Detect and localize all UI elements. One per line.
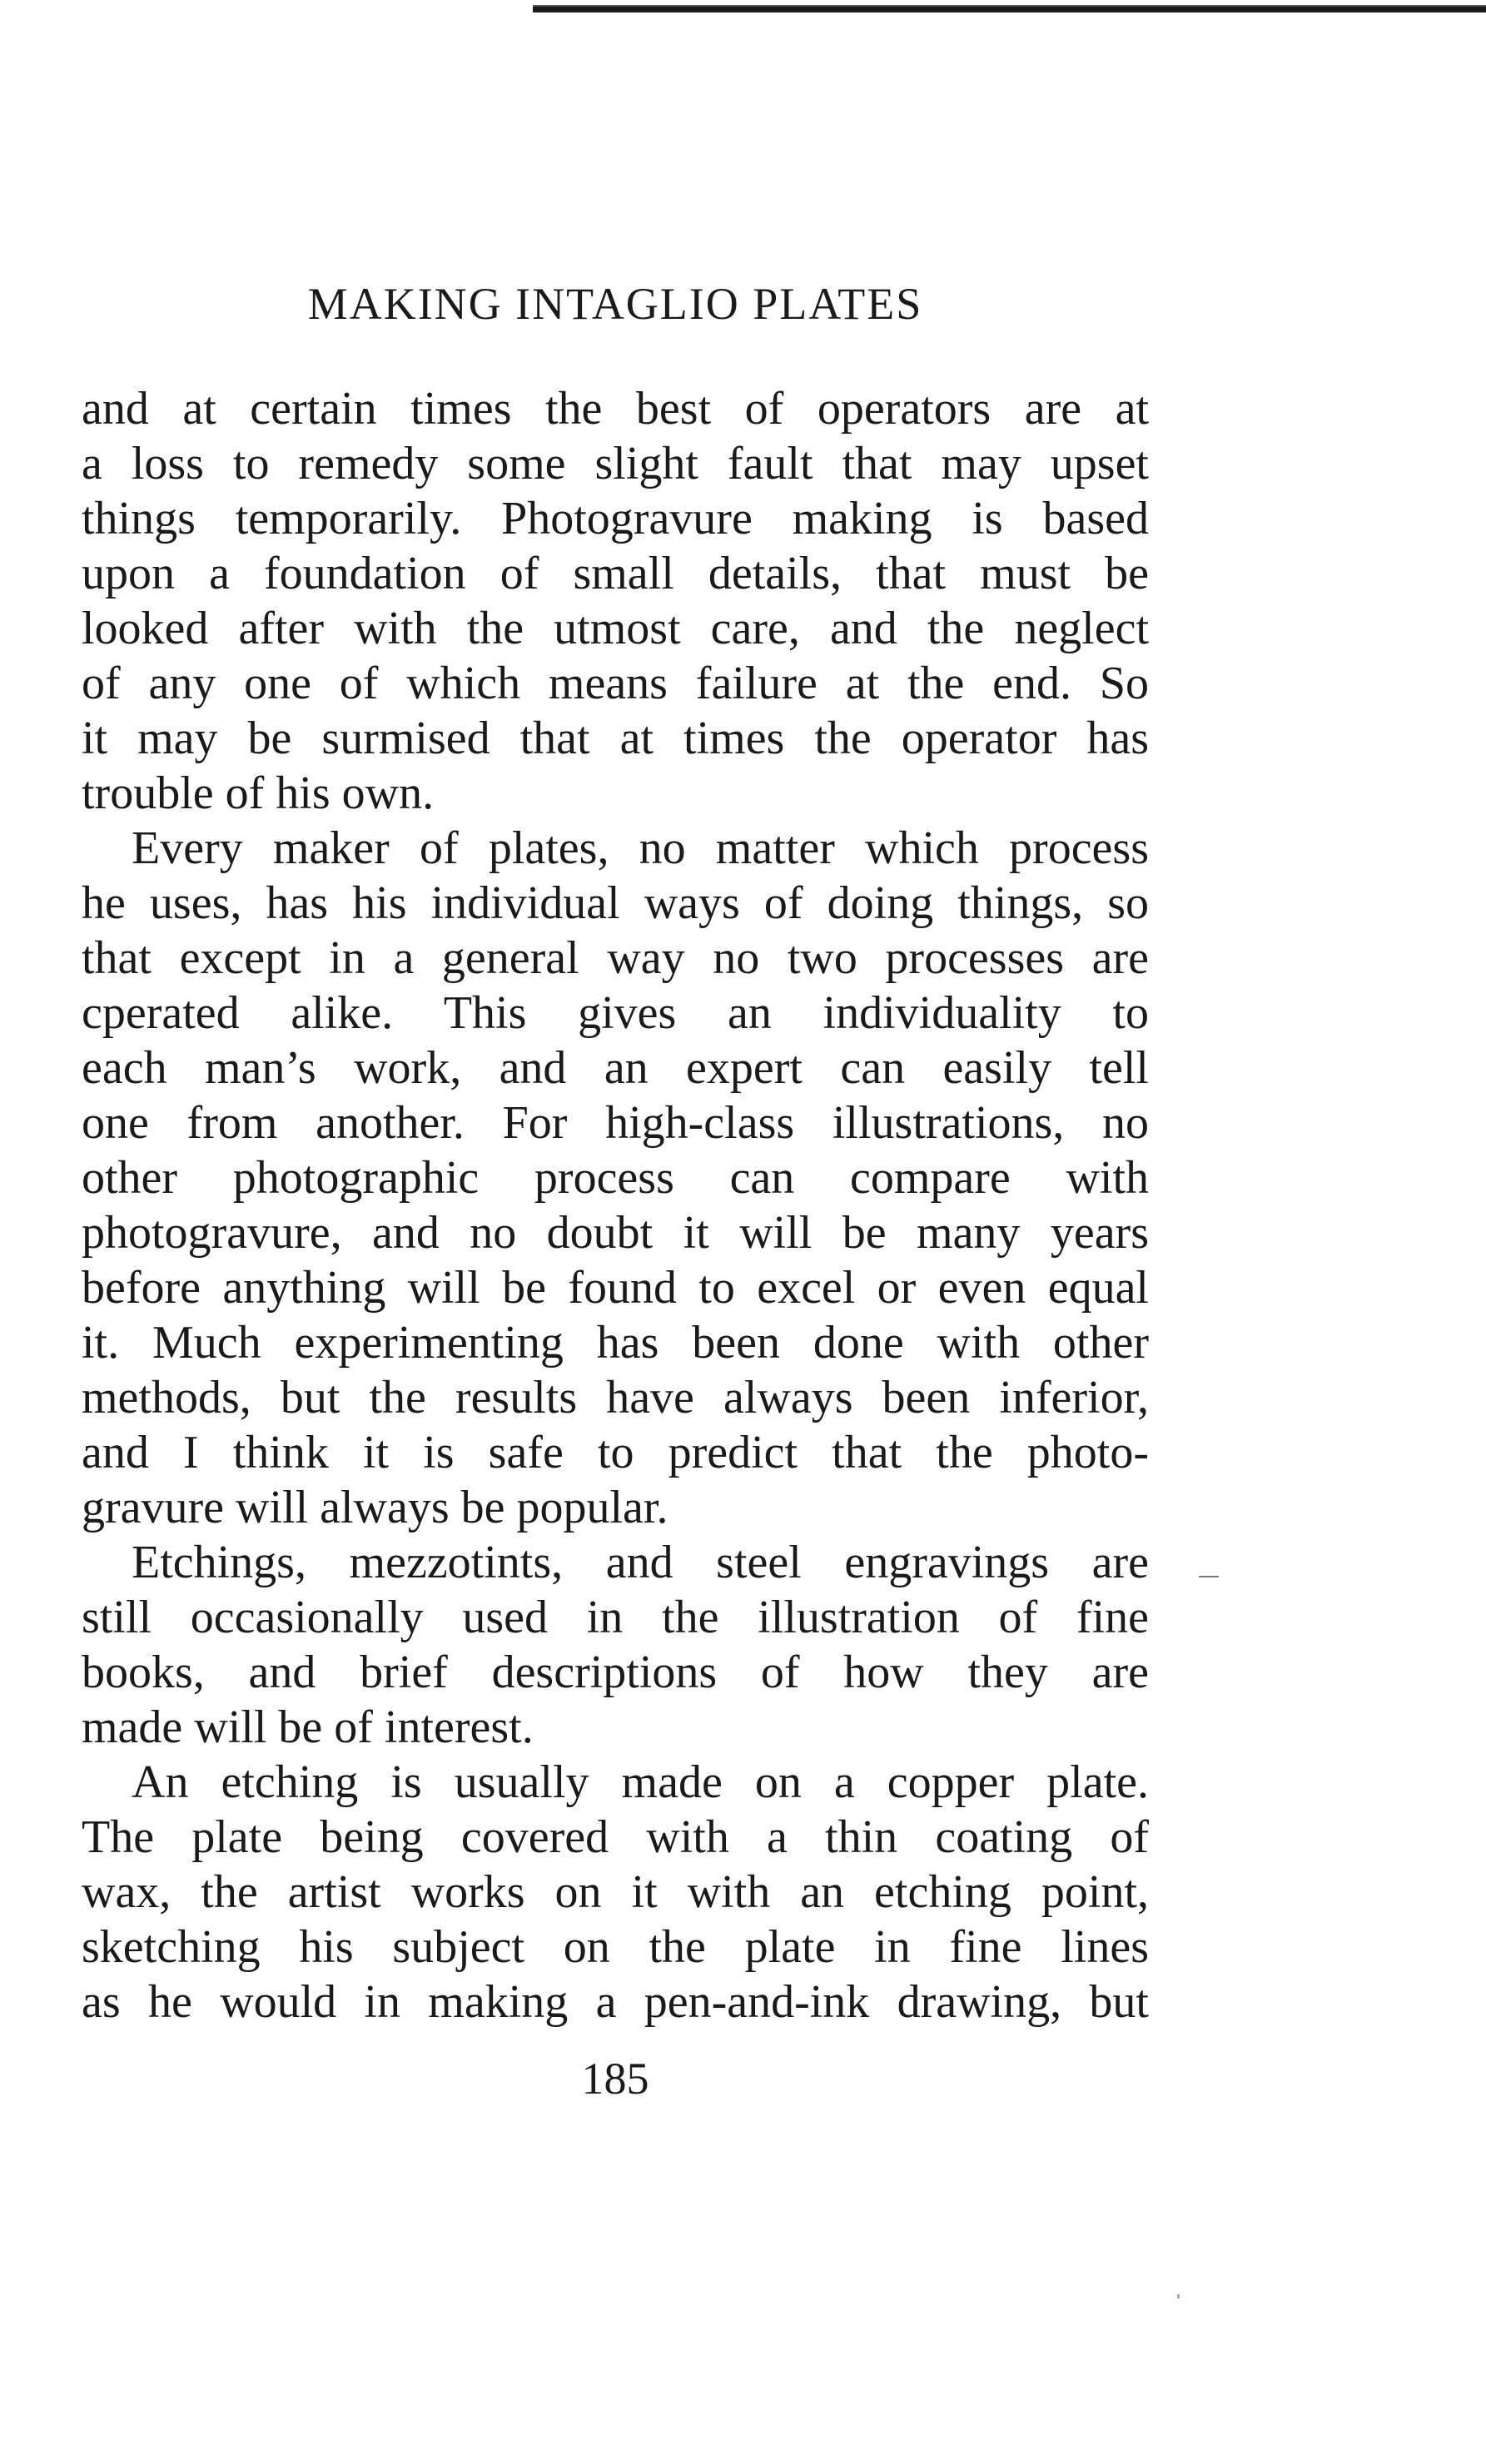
paragraph-start-line: Etchings, mezzotints, and steel engravings are — [132, 1537, 1149, 1588]
text-line: books, and brief descriptions of how they are — [82, 1647, 1149, 1698]
text-line: cperated alike. This gives an individuality to — [82, 987, 1149, 1039]
text-line: The plate being covered with a thin coating of — [82, 1811, 1149, 1863]
top-edge-rule — [533, 7, 1486, 12]
text-line: as he would in making a pen-and-ink drawing, but — [82, 1976, 1149, 2028]
paragraph-start-line: An etching is usually made on a copper plate. — [132, 1756, 1149, 1808]
text-line: looked after with the utmost care, and the neglect — [82, 603, 1149, 654]
text-line: of any one of which means failure at the end. So — [82, 658, 1149, 709]
text-line: before anything will be found to excel or even equal — [82, 1262, 1149, 1314]
margin-mark — [1199, 1576, 1219, 1577]
text-line: still occasionally used in the illustration of fine — [82, 1592, 1149, 1643]
text-line: he uses, has his individual ways of doing things, so — [82, 877, 1149, 929]
text-line: and I think it is safe to predict that the photo- — [82, 1427, 1149, 1478]
text-line: gravure will always be popular. — [82, 1482, 668, 1533]
text-line: that except in a general way no two processes are — [82, 932, 1149, 984]
text-line: trouble of his own. — [82, 768, 435, 819]
scan-speck — [1177, 2294, 1180, 2298]
text-line: wax, the artist works on it with an etching point, — [82, 1866, 1149, 1918]
text-line: upon a foundation of small details, that must be — [82, 548, 1149, 599]
text-line: sketching his subject on the plate in fine lines — [82, 1921, 1149, 1973]
text-line: photogravure, and no doubt it will be many years — [82, 1207, 1149, 1259]
page-number: 185 — [581, 2054, 649, 2104]
text-line: made will be of interest. — [82, 1701, 534, 1753]
running-head: MAKING INTAGLIO PLATES — [307, 279, 923, 329]
text-line: other photographic process can compare with — [82, 1152, 1149, 1204]
text-line: each man’s work, and an expert can easily tell — [82, 1042, 1149, 1094]
text-line: it. Much experimenting has been done with other — [82, 1317, 1149, 1369]
text-line: a loss to remedy some slight fault that may upset — [82, 438, 1149, 489]
text-line: one from another. For high-class illustrations, no — [82, 1097, 1149, 1149]
text-line: and at certain times the best of operators are at — [82, 383, 1149, 435]
text-line: it may be surmised that at times the operator has — [82, 713, 1149, 764]
text-line: methods, but the results have always been inferior, — [82, 1372, 1149, 1423]
paragraph-start-line: Every maker of plates, no matter which process — [132, 822, 1149, 874]
text-line: things temporarily. Photogravure making is based — [82, 493, 1149, 544]
body-text — [82, 381, 1149, 2029]
